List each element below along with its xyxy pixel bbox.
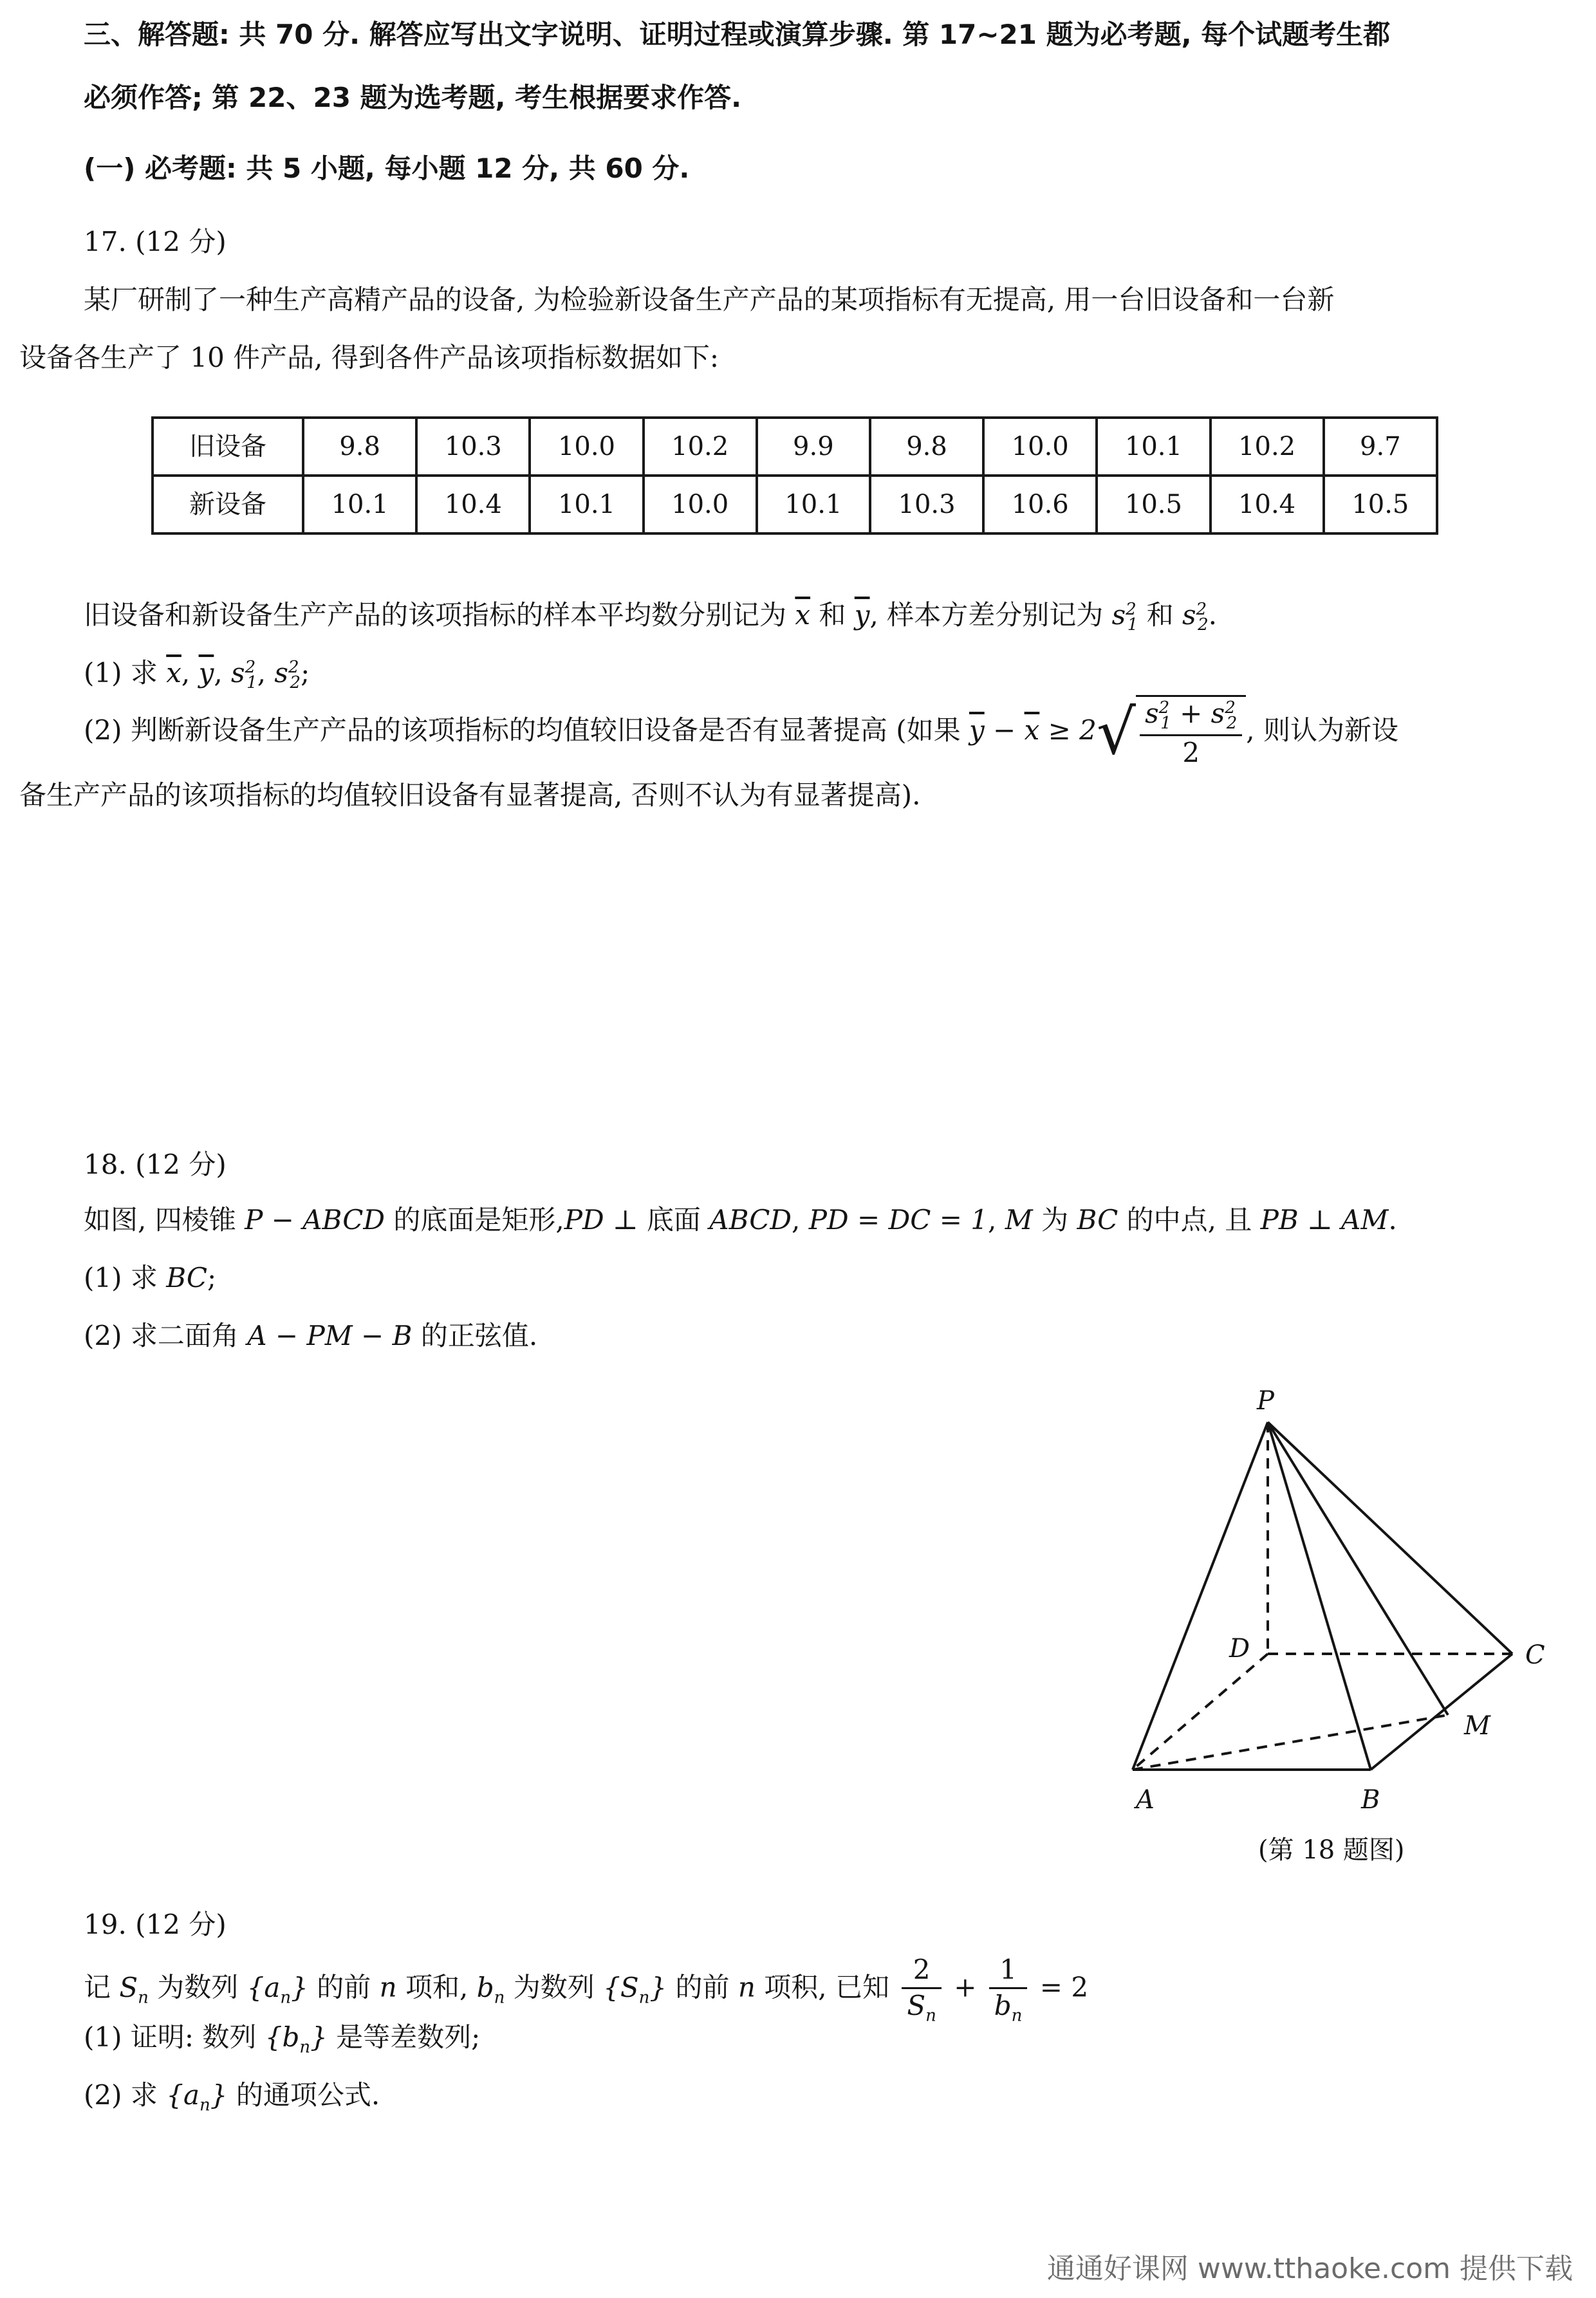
- math-s1-squared: $s^2_1$: [1111, 599, 1138, 635]
- text: 记: [84, 1971, 111, 2003]
- table-row-old: [153, 418, 1437, 476]
- math-s1-squared: $s^2_1$: [231, 657, 257, 693]
- math-inequality: $\overline{y} - \overline{x} \ge 2$: [969, 714, 1097, 746]
- table-cell: 9.9: [757, 418, 870, 476]
- label-d: D: [1229, 1634, 1250, 1663]
- table-cell: 10.0: [530, 418, 643, 476]
- math-bn: $b_n$: [476, 1971, 505, 2008]
- table-cell: 10.1: [1097, 418, 1210, 476]
- q17-part1: (1) 求 $\overline{x}$, $\overline{y}$, $s^2_1$, $s^2_2$;: [84, 657, 310, 693]
- text: .: [1208, 599, 1217, 631]
- math-n: n: [738, 1971, 756, 2003]
- section-heading-line2: 必须作答; 第 22、23 题为选考题, 考生根据要求作答.: [84, 82, 742, 113]
- table-cell: 10.1: [530, 476, 643, 533]
- text: 如图, 四棱锥: [84, 1204, 236, 1236]
- q17-data-table: [151, 416, 1438, 535]
- table-cell: 10.3: [870, 476, 983, 533]
- q18-stem: 如图, 四棱锥 P − ABCD 的底面是矩形,PD ⊥ 底面 ABCD, PD = DC = 1, M 为 BC 的中点, 且 PB ⊥ AM.: [84, 1204, 1397, 1236]
- text: (1) 求: [84, 1262, 158, 1293]
- text: , 则认为新设: [1246, 714, 1398, 746]
- math-pd-dc: PD = DC = 1: [808, 1204, 988, 1236]
- q18-number: 18. (12 分): [84, 1149, 227, 1180]
- table-cell: 10.0: [644, 476, 757, 533]
- q17-part2-line2: 备生产产品的该项指标的均值较旧设备有显著提高, 否则不认为有显著提高).: [19, 779, 921, 811]
- math-x-bar: $\overline{x}$: [166, 657, 181, 689]
- math-frac-1-bn: $\frac{1}{b_n}$: [989, 1953, 1028, 2026]
- table-cell: 10.2: [1211, 418, 1324, 476]
- table-cell: 9.8: [870, 418, 983, 476]
- label-a: A: [1136, 1785, 1155, 1815]
- edge-bc: [1371, 1654, 1512, 1770]
- table-cell: 10.0: [983, 418, 1097, 476]
- math-sqrt: √ $\frac{s^2_1 + s^2_2}{2}$: [1097, 695, 1246, 770]
- table-cell: 10.5: [1324, 476, 1437, 533]
- text: 底面: [646, 1204, 701, 1236]
- section-heading-line1: 三、解答题: 共 70 分. 解答应写出文字说明、证明过程或演算步骤. 第 17~21 题为必考题, 每个试题考生都: [84, 19, 1391, 50]
- math-abcd: ABCD: [709, 1204, 792, 1236]
- text: 旧设备和新设备生产产品的该项指标的样本平均数分别记为: [84, 599, 787, 631]
- math-sn: $S_n$: [119, 1971, 149, 2008]
- q18-part1: (1) 求 BC;: [84, 1262, 217, 1293]
- label-b: B: [1361, 1785, 1380, 1815]
- math-s2-squared: $s^2_2$: [1182, 599, 1209, 635]
- text: (1) 求: [84, 657, 158, 689]
- math-bn-seq: $\{b_n\}$: [264, 2021, 328, 2057]
- text: 是等差数列;: [336, 2021, 481, 2053]
- text: 的通项公式.: [236, 2079, 380, 2111]
- math-pd-perp: PD ⊥: [564, 1204, 638, 1236]
- table-cell: 10.4: [416, 476, 530, 533]
- table-cell: 9.7: [1324, 418, 1437, 476]
- math-s2-squared: $s^2_2$: [274, 657, 301, 693]
- q17-part2: [84, 695, 1398, 770]
- q17-after-table: [84, 598, 1217, 636]
- text: 为数列: [513, 1971, 595, 2003]
- q17-number: 17. (12 分): [84, 226, 227, 257]
- math-bc: BC: [166, 1262, 207, 1293]
- label-m: M: [1464, 1711, 1490, 1741]
- math-y-bar: $\overline{y}$: [854, 599, 870, 631]
- table-cell: 10.4: [1211, 476, 1324, 533]
- edge-pb: [1268, 1422, 1371, 1770]
- text: (1) 证明: 数列: [84, 2021, 257, 2053]
- text: 为数列: [157, 1971, 239, 2003]
- table-cell: 10.5: [1097, 476, 1210, 533]
- text: 的底面是矩形,: [393, 1204, 564, 1236]
- table-cell: 10.1: [303, 476, 416, 533]
- text: 项和,: [405, 1971, 469, 2003]
- q19-stem: 记 $S_n$ 为数列 $\{a_n\}$ 的前 n 项和, $b_n$ 为数列 $\{S_n\}$ 的前 n 项积, 已知 $\frac{2}{S_n}$ + $\frac{1}{b_n}$ = 2: [84, 1954, 1089, 2025]
- math-sn-seq: $\{S_n\}$: [603, 1971, 667, 2008]
- table-cell: 10.2: [644, 418, 757, 476]
- q18-figure-caption: (第 18 题图): [1258, 1835, 1405, 1865]
- math-dihedral: A − PM − B: [247, 1320, 413, 1351]
- q17-stem-line2: 设备各生产了 10 件产品, 得到各件产品该项指标数据如下:: [19, 342, 719, 373]
- table-cell: 9.8: [303, 418, 416, 476]
- edge-pa: [1133, 1422, 1268, 1770]
- q18-part2: [84, 1319, 537, 1353]
- text: 和: [1146, 599, 1174, 631]
- text: 和: [819, 599, 846, 631]
- math-an-seq: $\{a_n\}$: [166, 2079, 228, 2115]
- text: 的中点, 且: [1126, 1204, 1252, 1236]
- q19-number: 19. (12 分): [84, 1909, 227, 1940]
- row-label-old: 旧设备: [153, 418, 303, 476]
- edge-am: [1133, 1715, 1448, 1770]
- text: , 样本方差分别记为: [869, 599, 1104, 631]
- q18-pyramid-figure: [1107, 1374, 1570, 1824]
- table-cell: 10.3: [416, 418, 530, 476]
- table-row-new: [153, 476, 1437, 533]
- q19-part1: [84, 2021, 480, 2058]
- text: 项积, 已知: [764, 1971, 889, 2003]
- math-y-bar: $\overline{y}$: [198, 657, 214, 689]
- text: 的前: [675, 1971, 730, 2003]
- math-pyramid: P − ABCD: [245, 1204, 385, 1236]
- text: 的前: [317, 1971, 371, 2003]
- text: ,: [792, 1204, 801, 1236]
- table-cell: 10.1: [757, 476, 870, 533]
- math-x-bar: $\overline{x}$: [795, 599, 811, 631]
- text: (2) 判断新设备生产产品的该项指标的均值较旧设备是否有显著提高 (如果: [84, 714, 961, 746]
- q19-part2: [84, 2079, 380, 2116]
- math-n: n: [379, 1971, 397, 2003]
- text: (2) 求: [84, 2079, 158, 2111]
- label-c: C: [1525, 1640, 1545, 1670]
- math-an-seq: $\{a_n\}$: [246, 1971, 308, 2008]
- math-bc: BC: [1077, 1204, 1118, 1236]
- row-label-new: 新设备: [153, 476, 303, 533]
- q17-stem-line1: 某厂研制了一种生产高精产品的设备, 为检验新设备生产产品的某项指标有无提高, 用一台旧设备和一台新: [84, 284, 1335, 315]
- math-pb-perp-am: PB ⊥ AM: [1260, 1204, 1389, 1236]
- table-cell: 10.6: [983, 476, 1097, 533]
- text: 为: [1041, 1204, 1069, 1236]
- math-frac-2-sn: $\frac{2}{S_n}$: [902, 1953, 942, 2026]
- math-m: M: [1005, 1204, 1033, 1236]
- part-label: (一) 必考题: 共 5 小题, 每小题 12 分, 共 60 分.: [84, 153, 690, 184]
- text: (2) 求二面角: [84, 1320, 239, 1351]
- edge-da: [1133, 1654, 1268, 1770]
- text: 的正弦值.: [420, 1320, 538, 1351]
- label-p: P: [1257, 1386, 1274, 1416]
- footer-watermark: 通通好课网 www.tthaoke.com 提供下载: [1046, 2252, 1573, 2285]
